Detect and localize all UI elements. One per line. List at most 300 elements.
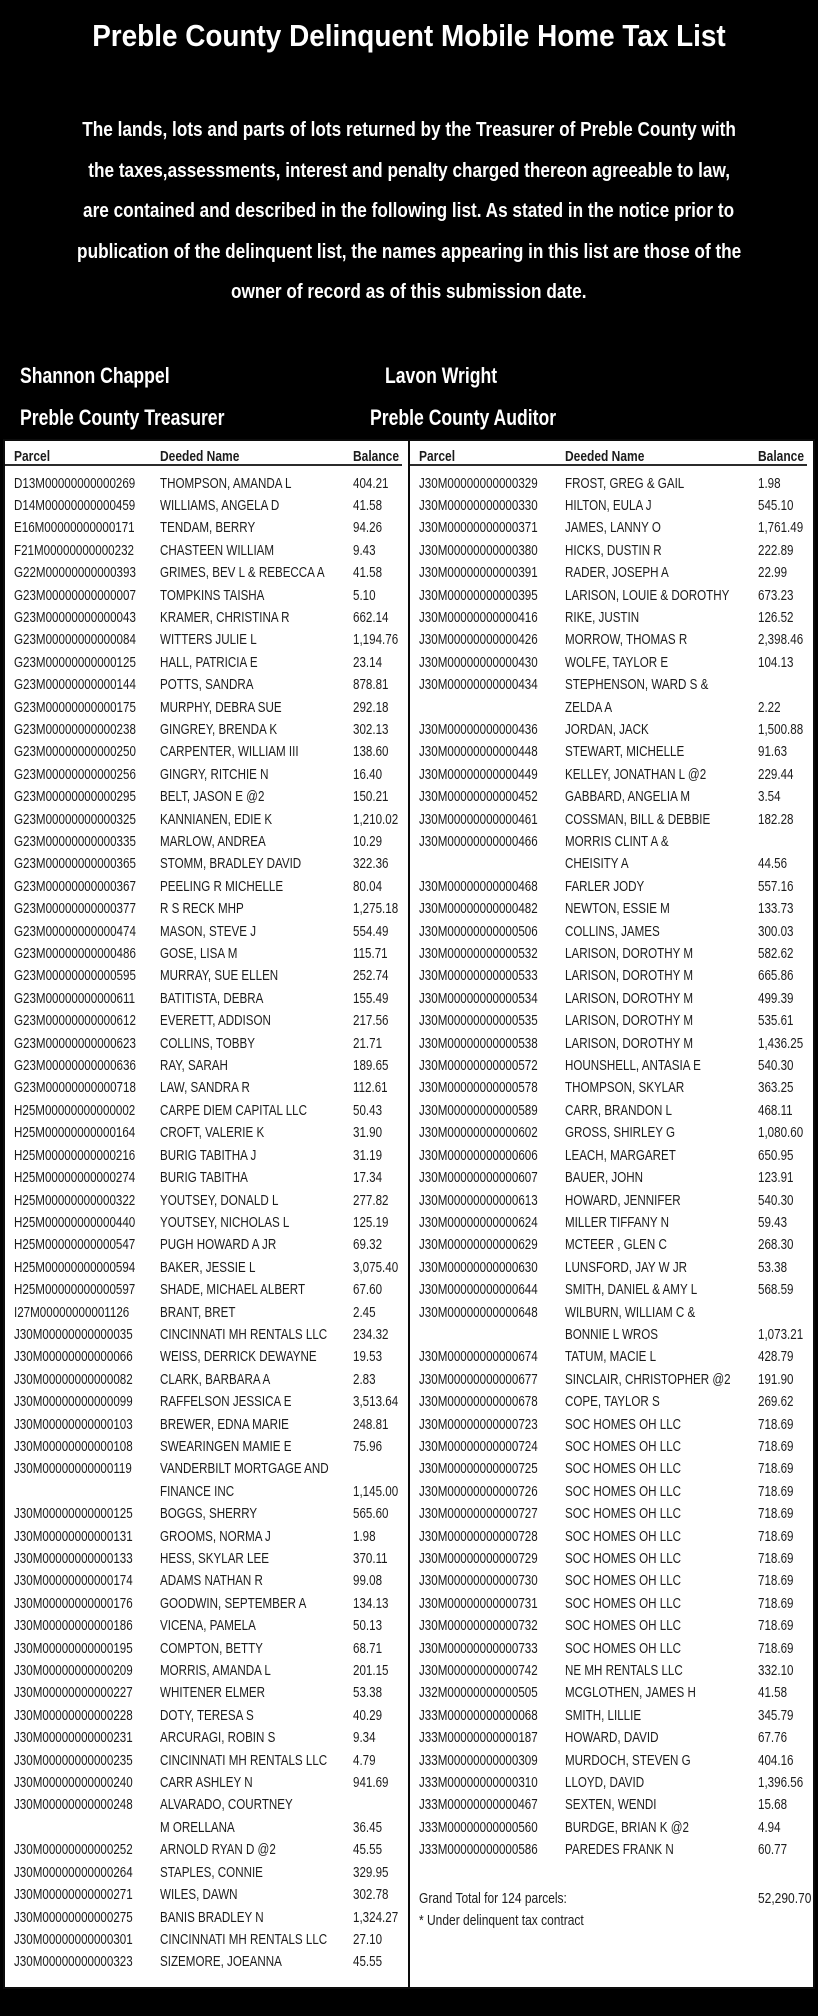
balance-cell: 292.18 [353, 699, 389, 716]
deeded-name-cell: LARISON, DOROTHY M [565, 946, 694, 963]
deeded-name-cell: BREWER, EDNA MARIE [160, 1416, 289, 1433]
balance-cell: 557.16 [758, 878, 794, 895]
balance-cell: 300.03 [758, 923, 794, 940]
balance-cell: 138.60 [353, 744, 389, 761]
table-row [410, 1100, 813, 1122]
table-row [5, 1100, 408, 1122]
parcel-cell: J30M00000000000174 [14, 1573, 133, 1590]
table-row [5, 1369, 408, 1391]
table-row [410, 1727, 813, 1749]
parcel-cell: J30M00000000000323 [14, 1954, 133, 1971]
parcel-cell: J30M00000000000235 [14, 1752, 133, 1769]
parcel-cell: H25M00000000000216 [14, 1147, 136, 1164]
parcel-cell: J33M00000000000586 [419, 1842, 538, 1859]
table-row [410, 629, 813, 651]
parcel-cell: G23M00000000000486 [14, 946, 136, 963]
table-row [5, 652, 408, 674]
deeded-name-cell: HALL, PATRICIA E [160, 654, 258, 671]
deeded-name-cell: TENDAM, BERRY [160, 520, 256, 537]
parcel-cell: D14M00000000000459 [14, 497, 136, 514]
deeded-name-cell: COPE, TAYLOR S [565, 1394, 660, 1411]
balance-cell: 36.45 [353, 1819, 383, 1836]
balance-cell: 941.69 [353, 1775, 389, 1792]
deeded-name-cell: ARNOLD RYAN D @2 [160, 1842, 276, 1859]
table-row [410, 1481, 813, 1503]
balance-cell: 16.40 [353, 766, 383, 783]
treasurer-name: Shannon Chappel [20, 362, 170, 388]
balance-cell: 1.98 [353, 1528, 376, 1545]
page-root [0, 16, 818, 2016]
deeded-name-cell: JAMES, LANNY O [565, 520, 661, 537]
table-row [410, 607, 813, 629]
grand-total-value: 52,290.70 [758, 1889, 812, 1907]
deeded-name-cell: LARISON, DOROTHY M [565, 1035, 694, 1052]
parcel-cell: J30M00000000000729 [419, 1551, 538, 1567]
balance-cell: 545.10 [758, 497, 794, 514]
table-row [410, 1257, 813, 1279]
table-row [5, 1033, 408, 1055]
table-row [5, 1682, 408, 1704]
table-row [410, 540, 813, 562]
intro-line: publication of the delinquent list, the names appearing in this list are those of the [76, 240, 742, 263]
deeded-name-cell: COSSMAN, BILL & DEBBIE [565, 811, 711, 828]
balance-cell: 269.62 [758, 1394, 794, 1411]
parcel-cell: J30M00000000000533 [419, 968, 538, 985]
balance-cell: 540.30 [758, 1058, 794, 1075]
balance-cell: 155.49 [353, 990, 389, 1007]
table-row [5, 1884, 408, 1906]
balance-cell: 31.90 [353, 1125, 383, 1142]
balance-cell: 69.32 [353, 1237, 383, 1254]
balance-cell: 554.49 [353, 923, 389, 940]
parcel-cell: G23M00000000000474 [14, 923, 136, 940]
balance-cell: 1,436.25 [758, 1035, 804, 1052]
table-row [410, 1772, 813, 1794]
parcel-cell: J30M00000000000395 [419, 587, 538, 604]
table-row [5, 1055, 408, 1077]
deeded-name-cell: MCTEER , GLEN C [565, 1237, 667, 1254]
deeded-name-cell: ARCURAGI, ROBIN S [160, 1730, 276, 1747]
deeded-name-cell: FROST, GREG & GAIL [565, 475, 685, 492]
table-row [410, 786, 813, 808]
balance-cell: 217.56 [353, 1013, 389, 1030]
parcel-cell: J30M00000000000240 [14, 1775, 133, 1792]
deeded-name-cell: RAY, SARAH [160, 1058, 228, 1075]
balance-cell: 53.38 [758, 1259, 788, 1276]
parcel-cell: J30M00000000000125 [14, 1506, 133, 1523]
parcel-cell: G23M00000000000636 [14, 1058, 136, 1075]
parcel-cell: J30M00000000000035 [14, 1326, 133, 1343]
table-row [5, 1077, 408, 1099]
deeded-name-cell: SEXTEN, WENDI [565, 1797, 657, 1814]
parcel-cell: J30M00000000000448 [419, 744, 538, 761]
balance-cell: 112.61 [353, 1080, 388, 1097]
table-row [410, 1145, 813, 1167]
balance-cell: 673.23 [758, 587, 794, 604]
table-row [5, 943, 408, 965]
balance-cell: 582.62 [758, 946, 794, 963]
deeded-name-cell: HICKS, DUSTIN R [565, 542, 662, 559]
balance-cell: 370.11 [353, 1551, 388, 1567]
table-row [410, 1503, 813, 1525]
parcel-cell: J30M00000000000131 [14, 1528, 133, 1545]
balance-cell: 1,073.21 [758, 1326, 804, 1343]
deeded-name-cell: MURRAY, SUE ELLEN [160, 968, 279, 985]
parcel-cell: J33M00000000000309 [419, 1752, 538, 1769]
table-row [5, 1167, 408, 1189]
parcel-cell: J30M00000000000535 [419, 1013, 538, 1030]
parcel-cell: J30M00000000000449 [419, 766, 538, 783]
deeded-name-cell: BRANT, BRET [160, 1304, 236, 1321]
parcel-cell: G23M00000000000125 [14, 654, 136, 671]
table-row [410, 1660, 813, 1682]
deeded-name-cell: PUGH HOWARD A JR [160, 1237, 277, 1254]
balance-cell: 332.10 [758, 1663, 794, 1680]
delinquent-contract-note: * Under delinquent tax contract [419, 1912, 584, 1930]
parcel-cell: F21M00000000000232 [14, 542, 134, 559]
table-row [5, 1705, 408, 1727]
deeded-name-cell: LARISON, DOROTHY M [565, 990, 694, 1007]
parcel-cell: J30M00000000000532 [419, 946, 538, 963]
grand-total-row [410, 1888, 813, 1910]
balance-cell: 50.13 [353, 1618, 383, 1635]
balance-cell: 40.29 [353, 1707, 383, 1724]
grand-total-label: Grand Total for 124 parcels: [419, 1889, 567, 1907]
parcel-cell: J30M00000000000452 [419, 789, 538, 806]
table-row [5, 1570, 408, 1592]
deeded-name-cell: WOLFE, TAYLOR E [565, 654, 669, 671]
table-row [410, 809, 813, 831]
parcel-cell: G23M00000000000250 [14, 744, 136, 761]
parcel-cell: J30M00000000000434 [419, 677, 538, 694]
balance-cell: 3,075.40 [353, 1259, 399, 1276]
deeded-name-cell: VICENA, PAMELA [160, 1618, 256, 1635]
balance-cell: 665.86 [758, 968, 794, 985]
parcel-cell: G23M00000000000623 [14, 1035, 136, 1052]
parcel-cell: J30M00000000000572 [419, 1058, 538, 1075]
parcel-cell: J30M00000000000589 [419, 1102, 538, 1119]
tax-list-table [3, 439, 815, 1989]
table-row [410, 1010, 813, 1032]
parcel-cell: G23M00000000000367 [14, 878, 136, 895]
deeded-name-cell: NEWTON, ESSIE M [565, 901, 670, 918]
balance-cell: 67.76 [758, 1730, 788, 1747]
balance-cell: 322.36 [353, 856, 389, 873]
parcel-cell: J30M00000000000466 [419, 834, 538, 850]
deeded-name-cell: CARR, BRANDON L [565, 1102, 672, 1119]
parcel-cell: J30M00000000000607 [419, 1170, 538, 1187]
balance-cell: 104.13 [758, 654, 794, 671]
deeded-name-cell: JORDAN, JACK [565, 721, 649, 738]
table-header [5, 441, 402, 466]
balance-cell: 565.60 [353, 1506, 389, 1523]
table-row [410, 1638, 813, 1660]
balance-cell: 1,210.02 [353, 811, 399, 828]
balance-cell: 252.74 [353, 968, 389, 985]
table-row [5, 1660, 408, 1682]
balance-cell: 302.78 [353, 1887, 389, 1904]
table-row [410, 719, 813, 741]
parcel-cell: J30M00000000000176 [14, 1595, 133, 1612]
balance-cell: 499.39 [758, 990, 794, 1007]
table-row [5, 988, 408, 1010]
balance-cell: 67.60 [353, 1282, 383, 1299]
parcel-cell: J33M00000000000187 [419, 1730, 538, 1747]
deeded-name-cell: SWEARINGEN MAMIE E [160, 1438, 292, 1455]
table-rows-right [410, 466, 813, 1862]
balance-cell: 27.10 [353, 1931, 383, 1948]
deeded-name-cell: HESS, SKYLAR LEE [160, 1551, 269, 1567]
balance-cell: 718.69 [758, 1595, 794, 1612]
balance-cell: 115.71 [353, 946, 388, 963]
balance-cell: 718.69 [758, 1461, 794, 1478]
deeded-name-cell: MILLER TIFFANY N [565, 1214, 669, 1231]
table-row [5, 1615, 408, 1637]
table-row [410, 1391, 813, 1413]
balance-cell: 1,500.88 [758, 721, 804, 738]
table-row [5, 1862, 408, 1884]
parcel-cell: J30M00000000000648 [419, 1304, 538, 1321]
parcel-cell: J30M00000000000371 [419, 520, 538, 537]
deeded-name-cell: VANDERBILT MORTGAGE AND FINANCE INC [160, 1461, 329, 1500]
balance-cell: 3.54 [758, 789, 781, 806]
table-header [410, 441, 807, 466]
deeded-name-cell: THOMPSON, SKYLAR [565, 1080, 685, 1097]
table-row [410, 988, 813, 1010]
table-row [5, 607, 408, 629]
parcel-cell: J30M00000000000248 [14, 1797, 133, 1814]
parcel-cell: J30M00000000000538 [419, 1035, 538, 1052]
table-row [5, 831, 408, 853]
deeded-name-cell: GOSE, LISA M [160, 946, 238, 963]
parcel-cell: J30M00000000000674 [419, 1349, 538, 1366]
deeded-name-cell: SOC HOMES OH LLC [565, 1595, 682, 1612]
intro-line: the taxes,assessments, interest and penalty charged thereon agreeable to law, [88, 159, 730, 182]
table-row [5, 1257, 408, 1279]
parcel-cell: J30M00000000000416 [419, 609, 538, 626]
table-row [5, 853, 408, 875]
deeded-name-cell: PEELING R MICHELLE [160, 878, 284, 895]
balance-cell: 4.94 [758, 1819, 781, 1836]
balance-cell: 718.69 [758, 1483, 794, 1500]
deeded-name-cell: LEACH, MARGARET [565, 1147, 676, 1164]
parcel-cell: J33M00000000000560 [419, 1819, 538, 1836]
deeded-name-cell: WILES, DAWN [160, 1887, 238, 1904]
table-row [410, 495, 813, 517]
table-row [5, 1234, 408, 1256]
deeded-name-cell: MORROW, THOMAS R [565, 632, 688, 649]
table-row [410, 764, 813, 786]
parcel-cell: J30M00000000000725 [419, 1461, 538, 1478]
parcel-cell: G23M00000000000377 [14, 901, 136, 918]
table-row [410, 1705, 813, 1727]
deeded-name-cell: GROOMS, NORMA J [160, 1528, 271, 1545]
balance-cell: 9.34 [353, 1730, 376, 1747]
table-row [5, 1772, 408, 1794]
table-row [5, 562, 408, 584]
deeded-name-cell: RIKE, JUSTIN [565, 609, 640, 626]
balance-cell: 50.43 [353, 1102, 383, 1119]
parcel-cell: J30M00000000000727 [419, 1506, 538, 1523]
balance-cell: 718.69 [758, 1551, 794, 1567]
parcel-cell: J33M00000000000310 [419, 1775, 538, 1792]
parcel-cell: J30M00000000000391 [419, 565, 538, 582]
deeded-name-cell: HILTON, EULA J [565, 497, 652, 514]
table-row [410, 1682, 813, 1704]
table-row [5, 1190, 408, 1212]
deeded-name-header: Deeded Name [160, 447, 240, 465]
table-footer [410, 1888, 813, 1933]
deeded-name-cell: STAPLES, CONNIE [160, 1864, 263, 1881]
balance-cell: 94.26 [353, 520, 383, 537]
table-row [5, 697, 408, 719]
balance-cell: 718.69 [758, 1618, 794, 1635]
balance-cell: 535.61 [758, 1013, 794, 1030]
table-row [5, 1548, 408, 1570]
balance-cell: 150.21 [353, 789, 389, 806]
table-row [5, 1302, 408, 1324]
table-row [5, 876, 408, 898]
deeded-name-cell: SOC HOMES OH LLC [565, 1416, 682, 1433]
deeded-name-cell: ADAMS NATHAN R [160, 1573, 263, 1590]
deeded-name-cell: BURIG TABITHA [160, 1170, 248, 1187]
deeded-name-cell: CARR ASHLEY N [160, 1775, 253, 1792]
balance-cell: 17.34 [353, 1170, 383, 1187]
table-row [5, 921, 408, 943]
table-row [410, 943, 813, 965]
balance-cell: 41.58 [353, 497, 383, 514]
deeded-name-cell: GINGRY, RITCHIE N [160, 766, 269, 783]
treasurer-signature [20, 355, 370, 439]
balance-cell: 1,761.49 [758, 520, 804, 537]
balance-cell: 182.28 [758, 811, 794, 828]
table-row [410, 876, 813, 898]
balance-cell: 60.77 [758, 1842, 788, 1859]
balance-cell: 123.91 [758, 1170, 794, 1187]
deeded-name-cell: STOMM, BRADLEY DAVID [160, 856, 302, 873]
table-row [410, 1279, 813, 1301]
balance-header: Balance [758, 447, 805, 465]
balance-cell: 21.71 [353, 1035, 383, 1052]
deeded-name-cell: LAW, SANDRA R [160, 1080, 250, 1097]
balance-cell: 68.71 [353, 1640, 383, 1657]
parcel-cell: G23M00000000000175 [14, 699, 136, 716]
table-row [5, 517, 408, 539]
balance-cell: 9.43 [353, 542, 376, 559]
deeded-name-cell: SIZEMORE, JOEANNA [160, 1954, 282, 1971]
parcel-cell: J33M00000000000467 [419, 1797, 538, 1814]
balance-cell: 75.96 [353, 1438, 383, 1455]
parcel-cell: J30M00000000000630 [419, 1259, 538, 1276]
deeded-name-cell: TOMPKINS TAISHA [160, 587, 265, 604]
balance-cell: 15.68 [758, 1797, 788, 1814]
table-row [410, 674, 813, 719]
table-row [410, 1077, 813, 1099]
parcel-cell: J30M00000000000099 [14, 1394, 133, 1411]
balance-cell: 1,080.60 [758, 1125, 804, 1142]
table-row [410, 1436, 813, 1458]
balance-cell: 45.55 [353, 1954, 383, 1971]
deeded-name-cell: HOUNSHELL, ANTASIA E [565, 1058, 701, 1075]
deeded-name-cell: CARPE DIEM CAPITAL LLC [160, 1102, 307, 1119]
deeded-name-cell: SOC HOMES OH LLC [565, 1551, 682, 1567]
parcel-cell: D13M00000000000269 [14, 475, 136, 492]
table-row [5, 473, 408, 495]
balance-cell: 248.81 [353, 1416, 389, 1433]
treasurer-title: Preble County Treasurer [20, 404, 225, 430]
table-row [5, 764, 408, 786]
deeded-name-cell: WEISS, DERRICK DEWAYNE [160, 1349, 317, 1366]
parcel-cell: H25M00000000000597 [14, 1282, 136, 1299]
parcel-cell: J30M00000000000301 [14, 1931, 133, 1948]
balance-cell: 134.13 [353, 1595, 389, 1612]
parcel-cell: J30M00000000000103 [14, 1416, 133, 1433]
parcel-cell: J30M00000000000271 [14, 1887, 133, 1904]
table-row [410, 1548, 813, 1570]
balance-cell: 19.53 [353, 1349, 383, 1366]
table-row [5, 1391, 408, 1413]
parcel-cell: J30M00000000000742 [419, 1663, 538, 1680]
balance-cell: 345.79 [758, 1707, 794, 1724]
balance-cell: 2.45 [353, 1304, 376, 1321]
parcel-cell: G23M00000000000335 [14, 834, 136, 850]
balance-cell: 1,275.18 [353, 901, 399, 918]
deeded-name-cell: KELLEY, JONATHAN L @2 [565, 766, 707, 783]
table-row [410, 1615, 813, 1637]
intro-line: The lands, lots and parts of lots returned by the Treasurer of Preble County with [82, 119, 736, 141]
deeded-name-cell: MURPHY, DEBRA SUE [160, 699, 282, 716]
table-row [5, 1279, 408, 1301]
table-row [5, 1346, 408, 1368]
parcel-cell: J30M00000000000578 [419, 1080, 538, 1097]
deeded-name-cell: BAKER, JESSIE L [160, 1259, 256, 1276]
balance-cell: 404.16 [758, 1752, 794, 1769]
table-row [410, 1750, 813, 1772]
table-row [5, 1526, 408, 1548]
balance-cell: 2,398.46 [758, 632, 804, 649]
deeded-name-cell: CHASTEEN WILLIAM [160, 542, 275, 559]
table-row [5, 1436, 408, 1458]
balance-cell: 718.69 [758, 1416, 794, 1433]
balance-cell: 1,396.56 [758, 1775, 804, 1792]
table-row [5, 1839, 408, 1861]
balance-cell: 91.63 [758, 744, 788, 761]
balance-cell: 718.69 [758, 1528, 794, 1545]
balance-cell: 201.15 [353, 1663, 389, 1680]
deeded-name-cell: COLLINS, JAMES [565, 923, 660, 940]
deeded-name-cell: STEWART, MICHELLE [565, 744, 685, 761]
table-row [5, 1929, 408, 1951]
table-row [410, 1817, 813, 1839]
balance-cell: 4.79 [353, 1752, 376, 1769]
parcel-cell: G23M00000000000595 [14, 968, 136, 985]
table-row [5, 1638, 408, 1660]
balance-cell: 1,145.00 [353, 1483, 399, 1500]
deeded-name-cell: HOWARD, DAVID [565, 1730, 659, 1747]
balance-cell: 22.99 [758, 565, 788, 582]
table-row [410, 1033, 813, 1055]
balance-cell: 718.69 [758, 1640, 794, 1657]
deeded-name-cell: SOC HOMES OH LLC [565, 1506, 682, 1523]
deeded-name-cell: SHADE, MICHAEL ALBERT [160, 1282, 306, 1299]
table-row [410, 517, 813, 539]
table-row [410, 1346, 813, 1368]
parcel-cell: G23M00000000000238 [14, 721, 136, 738]
parcel-cell: G23M00000000000256 [14, 766, 136, 783]
deeded-name-cell: LARISON, LOUIE & DOROTHY [565, 587, 730, 604]
balance-cell: 10.29 [353, 834, 383, 850]
balance-cell: 59.43 [758, 1214, 788, 1231]
